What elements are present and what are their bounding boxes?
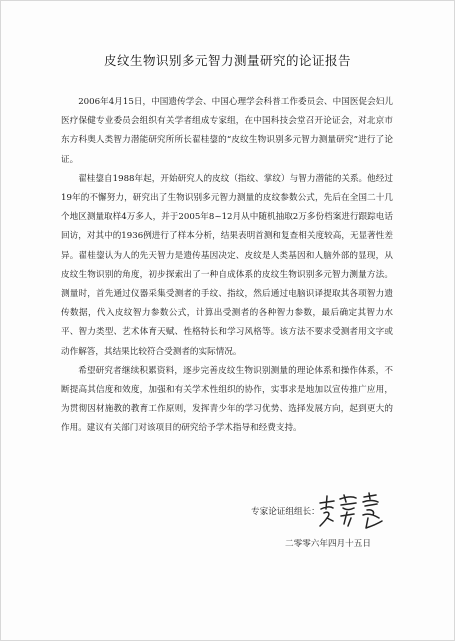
paragraph-3: 希望研究者继续积累资料，逐步完善皮纹生物识别测量的理论体系和操作体系，不断提高其信度和效度，加强和有关学术性组织的协作，实事求是地加以宣传推广应用，为贯彻因材施教的教育工作原则，发挥青少年的学习优势、选择发展方向，起到更大的作用。建议有关部门对该项目的研究给予学术指导和经费支持。 xyxy=(61,365,393,434)
document-body xyxy=(61,93,393,439)
signature-label: 专家论证组组长： xyxy=(251,507,320,517)
document-date: 二零零六年四月十五日 xyxy=(285,539,371,549)
handwritten-signature xyxy=(316,491,386,531)
paragraph-1: 2006年4月15日，中国遗传学会、中国心理学会科普工作委员会、中国医促会妇儿医疗保健专业委员会组织有关学者组成专家组，在中国科技会堂召开论证会，对北京市东方科奥人类智力潜能研究所所长翟桂鋆的“皮纹生物识别多元智力测量研究”进行了论证。 xyxy=(61,97,393,165)
document-title: 皮纹生物识别多元智力测量研究的论证报告 xyxy=(103,53,351,68)
paragraph-2: 翟桂鋆自1988年起，开始研究人的皮纹（指纹、掌纹）与智力潜能的关系。他经过19年的不懈努力，研究出了生物识别多元智力测量的皮纹参数公式，先后在全国二十几个地区测量取样4万多人，并于2005年8~12月从中随机抽取2万多份档案进行跟踪电话回访，对其中的1936例进行了样本分析，结果表明首测和复查相关度较高，无显著性差异。翟桂鋆认为人的先天智力是遗传基因决定、皮纹是人类基因和人脑外部的显现，从皮纹生物识别的角度，初步探索出了一种自成体系的皮纹生物识别多元智力测量方法。测量时，首先通过仪器采集受测者的手纹、指纹，然后通过电脑识译提取其各项智力遗传数据，代入皮纹智力参数公式，计算出受测者的各种智力参数，最后确定其智力水平、智力类型、艺术体育天赋、性格特长和学习风格等。该方法不要求受测者用文字或动作解答，其结果比较符合受测者的实际情况。 xyxy=(61,173,393,357)
